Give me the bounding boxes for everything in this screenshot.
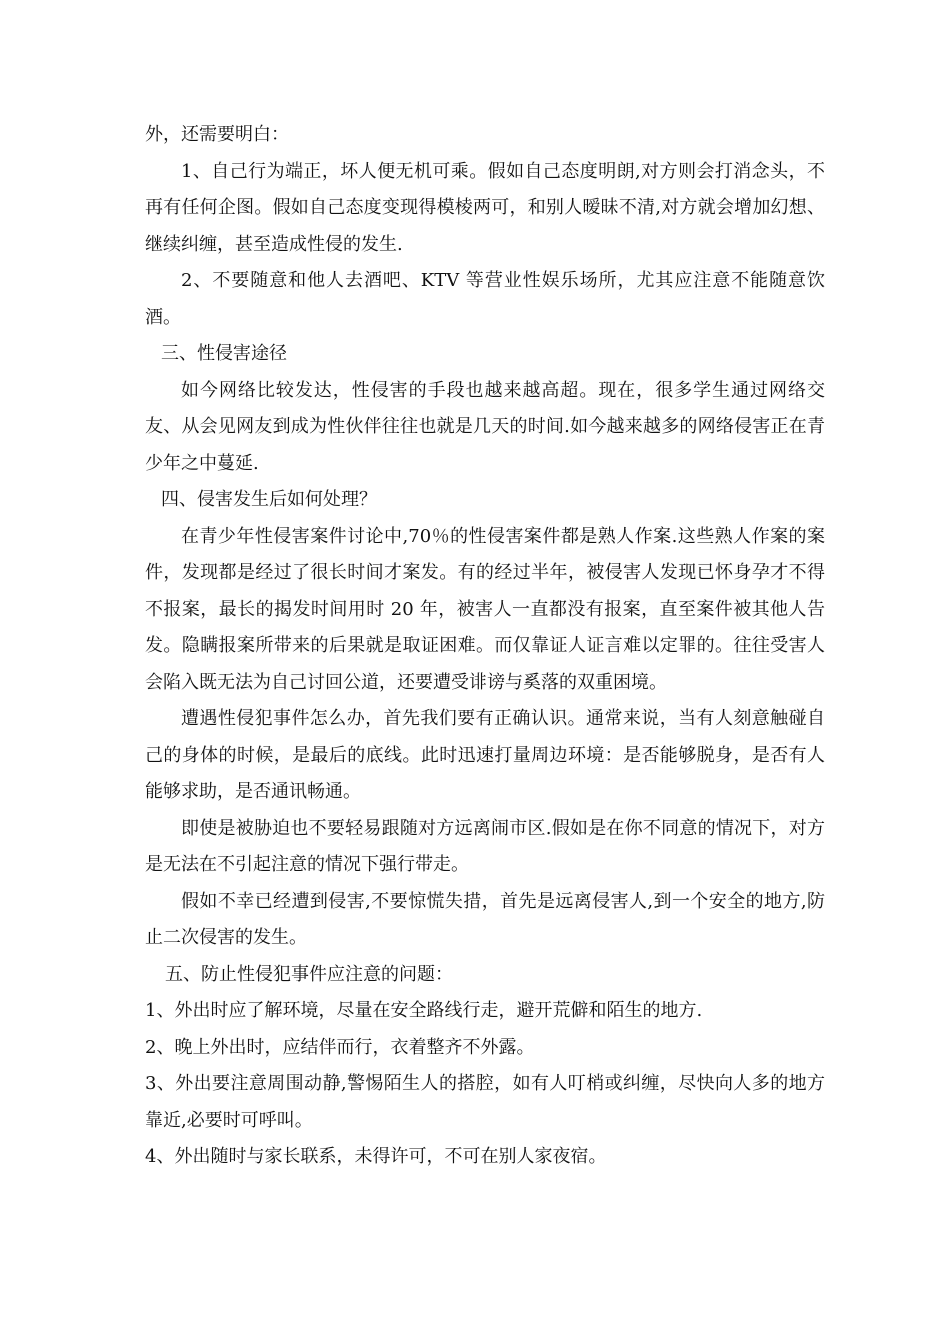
list-item-3: 3、外出要注意周围动静,警惕陌生人的搭腔，如有人叮梢或纠缠，尽快向人多的地方靠近,必要时可呼叫。 — [145, 1073, 825, 1131]
paragraph-point-1: 1、自己行为端正，坏人便无机可乘。假如自己态度明朗,对方则会打消念头，不再有任何企图。假如自己态度变现得模棱两可，和别人暧昧不清,对方就会增加幻想、继续纠缠，甚至造成性侵的发生. — [145, 160, 825, 255]
section-heading-4: 四、侵害发生后如何处理？ — [161, 489, 377, 510]
paragraph-continuation: 外，还需要明白： — [145, 124, 289, 145]
paragraph-point-2: 2、不要随意和他人去酒吧、KTV 等营业性娱乐场所，尤其应注意不能随意饮酒。 — [145, 270, 825, 328]
paragraph-response: 遭遇性侵犯事件怎么办，首先我们要有正确认识。通常来说，当有人刻意触碰自己的身体的时候，是最后的底线。此时迅速打量周边环境：是否能够脱身，是否有人能够求助，是否通讯畅通。 — [145, 708, 825, 802]
list-item-1: 1、外出时应了解环境，尽量在安全路线行走，避开荒僻和陌生的地方. — [145, 1000, 703, 1021]
paragraph-statistics: 在青少年性侵害案件讨论中,70％的性侵害案件都是熟人作案.这些熟人作案的案件，发现都是经过了很长时间才案发。有的经过半年，被侵害人发现已怀身孕才不得不报案，最长的揭发时间用时 20 年，被害人一直都没有报案，直至案件被其他人告发。隐瞒报案所带来的后果就是取证困难。而仅靠证人证言难以定罪的。往往受害人会陷入既无法为自己讨回公道，还要遭受诽谤与奚落的双重困境。 — [145, 525, 825, 693]
section-heading-3: 三、性侵害途径 — [161, 343, 287, 364]
section-heading-5: 五、防止性侵犯事件应注意的问题： — [165, 963, 453, 985]
document-body — [145, 117, 825, 1176]
paragraph-aftermath: 假如不幸已经遭到侵害,不要惊慌失措，首先是远离侵害人,到一个安全的地方,防止二次侵害的发生。 — [145, 890, 825, 948]
paragraph-network: 如今网络比较发达，性侵害的手段也越来越高超。现在，很多学生通过网络交友、从会见网友到成为性伙伴往往也就是几天的时间.如今越来越多的网络侵害正在青少年之中蔓延. — [145, 379, 825, 474]
list-item-2: 2、晚上外出时，应结伴而行，衣着整齐不外露。 — [145, 1036, 535, 1058]
list-item-4: 4、外出随时与家长联系，未得许可，不可在别人家夜宿。 — [145, 1146, 607, 1167]
paragraph-coercion: 即使是被胁迫也不要轻易跟随对方远离闹市区.假如是在你不同意的情况下，对方是无法在不引起注意的情况下强行带走。 — [145, 817, 825, 875]
